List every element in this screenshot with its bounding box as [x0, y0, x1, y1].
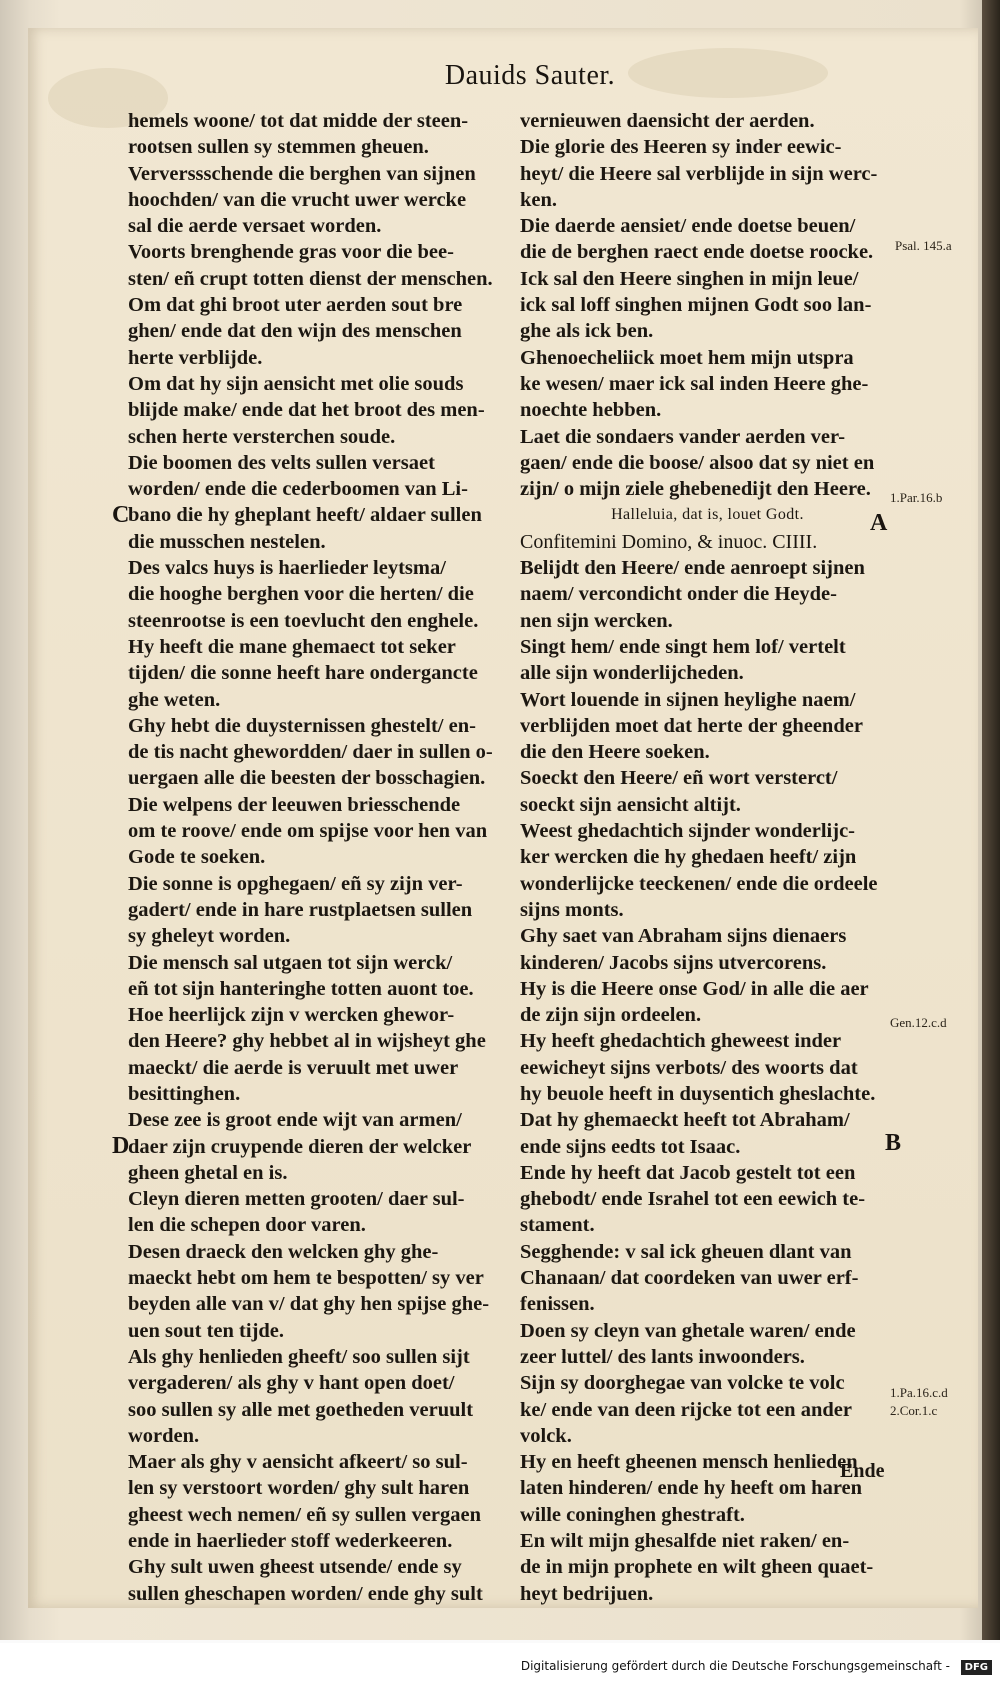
text-line: soeckt sijn aensicht altijt. — [520, 793, 741, 816]
running-head: Dauids Sauter. — [444, 60, 616, 91]
text-line: laten hinderen/ ende hy heeft om haren — [520, 1477, 863, 1500]
text-line: len die schepen door varen. — [128, 1214, 366, 1237]
text-line: de in mijn prophete en wilt gheen quaet- — [520, 1556, 874, 1579]
text-line: worden/ ende die cederboomen van Li- — [128, 478, 468, 501]
text-line: Ghy saet van Abraham sijns dienaers — [520, 925, 847, 948]
text-line: daer zijn cruypende dieren der welcker — [128, 1135, 472, 1158]
section-letter-c: C — [112, 502, 130, 528]
text-line: schen herte versterchen soude. — [128, 425, 396, 448]
margin-reference: Gen.12.c.d — [890, 1015, 947, 1030]
text-line: sijns monts. — [520, 898, 624, 921]
text-line: Hy is die Heere onse God/ in alle die aer — [520, 977, 869, 1000]
text-line: En wilt mijn ghesalfde niet raken/ en- — [520, 1530, 850, 1553]
footer-bar — [0, 1643, 1000, 1683]
text-line: uen sout ten tijde. — [128, 1319, 285, 1342]
text-line: Des valcs huys is haerlieder leytsma/ — [128, 557, 446, 580]
text-line: len sy verstoort worden/ ghy sult haren — [128, 1477, 470, 1500]
text-line: Segghende: v sal ick gheuen dlant van — [520, 1240, 852, 1263]
text-line: Hy en heeft gheenen mensch henlieden — [520, 1451, 858, 1474]
text-line: Ghy sult uwen gheest utsende/ ende sy — [128, 1556, 462, 1579]
text-line: ken. — [520, 188, 558, 211]
text-line: Chanaan/ dat coordeken van uwer erf- — [520, 1267, 859, 1290]
text-line: eñ tot sijn hanteringhe totten auont toe. — [128, 977, 474, 1000]
text-line: steenrootse is een toevlucht den enghele. — [128, 609, 479, 632]
section-letter-b: B — [885, 1130, 902, 1156]
text-line: sten/ eñ crupt totten dienst der menschen. — [128, 267, 493, 290]
margin-reference: 1.Par.16.b — [890, 490, 943, 505]
text-line: ghebodt/ ende Israhel tot een eewich te- — [520, 1188, 866, 1211]
footer-credit: Digitalisierung gefördert durch die Deutsche Forschungsgemeinschaft - — [520, 1659, 950, 1673]
text-line: rootsen sullen sy stemmen gheuen. — [128, 136, 429, 159]
text-line: den Heere? ghy hebbet al in wijsheyt ghe — [128, 1030, 486, 1053]
text-line: Die mensch sal utgaen tot sijn werck/ — [128, 951, 453, 974]
text-line: soo sullen sy alle met goetheden veruult — [128, 1398, 474, 1421]
text-line: besittinghen. — [128, 1082, 241, 1105]
psalm-closing-note: Halleluia, dat is, louet Godt. — [611, 506, 804, 524]
text-line: tijden/ die sonne heeft hare ondergancte — [128, 662, 478, 685]
page-edge — [982, 0, 1000, 1640]
margin-reference: 1.Pa.16.c.d — [890, 1385, 948, 1400]
text-line: volck. — [520, 1424, 572, 1447]
text-line: Ghy hebt die duysternissen ghestelt/ en- — [128, 714, 476, 737]
text-line: die de berghen raect ende doetse roocke. — [520, 241, 874, 264]
psalm-heading: Confitemini Domino, & inuoc. CIIII. — [520, 530, 818, 553]
text-line: Als ghy henlieden gheeft/ soo sullen sijt — [128, 1345, 470, 1368]
text-line: Ick sal den Heere singhen in mijn leue/ — [520, 267, 859, 290]
dfg-logo: DFG — [961, 1660, 992, 1675]
text-line: Sijn sy doorghegae van volcke te volc — [520, 1372, 845, 1395]
text-line: sal die aerde versaet worden. — [128, 215, 382, 238]
text-line: Die glorie des Heeren sy inder eewic- — [520, 136, 842, 159]
text-line: gheest wech nemen/ eñ sy sullen vergaen — [128, 1503, 482, 1526]
text-line: Ghenoecheliick moet hem mijn utspra — [520, 346, 854, 369]
text-line: Cleyn dieren metten grooten/ daer sul- — [128, 1188, 465, 1211]
text-line: vergaderen/ als ghy v hant open doet/ — [128, 1372, 455, 1395]
text-line: Maer als ghy v aensicht afkeert/ so sul- — [128, 1451, 468, 1474]
text-line: blijde make/ ende dat het broot des men- — [128, 399, 485, 422]
text-line: de tis nacht ghewordden/ daer in sullen o- — [128, 741, 493, 764]
text-line: gheen ghetal en is. — [128, 1161, 288, 1184]
text-line: stament. — [520, 1214, 595, 1237]
text-line: eewicheyt sijns verbots/ des woorts dat — [520, 1056, 858, 1079]
text-line: Die welpens der leeuwen briesschende — [128, 793, 461, 816]
text-line: Soeckt den Heere/ eñ wort versterct/ — [520, 767, 838, 790]
text-line: die hooghe berghen voor die herten/ die — [128, 583, 474, 606]
text-line: Die boomen des velts sullen versaet — [128, 451, 435, 474]
text-line: om te roove/ ende om spijse voor hen van — [128, 820, 488, 843]
text-line: de zijn sijn ordeelen. — [520, 1004, 702, 1027]
left-column — [128, 108, 498, 1607]
text-line: maeckt hebt om hem te bespotten/ sy ver — [128, 1267, 484, 1290]
text-line: Ververssschende die berghen van sijnen — [128, 162, 476, 185]
text-line: nen sijn wercken. — [520, 609, 673, 632]
text-line: gadert/ ende in hare rustplaetsen sullen — [128, 898, 473, 921]
text-line: Hy heeft ghedachtich gheweest inder — [520, 1030, 842, 1053]
text-line: uergaen alle die beesten der bosschagien. — [128, 767, 486, 790]
text-line: alle sijn wonderlijcheden. — [520, 662, 744, 685]
text-line: herte verblijde. — [128, 346, 263, 369]
text-line: zeer luttel/ des lants inwoonders. — [520, 1345, 805, 1368]
text-line: heyt/ die Heere sal verblijde in sijn werc- — [520, 162, 878, 185]
text-line: Die daerde aensiet/ ende doetse beuen/ — [520, 215, 856, 238]
text-line: ick sal loff singhen mijnen Godt soo lan- — [520, 294, 872, 317]
text-line: ghe weten. — [128, 688, 221, 711]
text-line: ende in haerlieder stoff wederkeeren. — [128, 1530, 453, 1553]
text-line: Desen draeck den welcken ghy ghe- — [128, 1240, 439, 1263]
text-line: fenissen. — [520, 1293, 595, 1316]
text-line: Dat hy ghemaeckt heeft tot Abraham/ — [520, 1109, 850, 1132]
text-line: Om dat hy sijn aensicht met olie souds — [128, 372, 464, 395]
text-line: Weest ghedachtich sijnder wonderlijc- — [520, 820, 855, 843]
text-line: ke/ ende van deen rijcke tot een ander — [520, 1398, 852, 1421]
text-line: die den Heere soeken. — [520, 741, 710, 764]
catchword: Ende — [840, 1460, 885, 1482]
text-line: ke wesen/ maer ick sal inden Heere ghe- — [520, 372, 869, 395]
text-line: wille coninghen ghestraft. — [520, 1503, 745, 1526]
text-line: hy beuole heeft in duysentich gheslachte. — [520, 1082, 876, 1105]
text-line: Ende hy heeft dat Jacob gestelt tot een — [520, 1161, 856, 1184]
text-line: Gode te soeken. — [128, 846, 266, 869]
text-line: maeckt/ die aerde is veruult met uwer — [128, 1056, 459, 1079]
text-line: noechte hebben. — [520, 399, 662, 422]
text-line: sy gheleyt worden. — [128, 925, 291, 948]
text-line: ghe als ick ben. — [520, 320, 654, 343]
right-column — [520, 108, 895, 1607]
text-line: worden. — [128, 1424, 200, 1447]
text-line: verblijden moet dat herte der gheender — [520, 714, 863, 737]
text-line: Hy heeft die mane ghemaect tot seker — [128, 635, 456, 658]
text-line: die musschen nestelen. — [128, 530, 326, 553]
text-line: heyt bedrijuen. — [520, 1582, 654, 1605]
section-letter-d: D — [112, 1133, 130, 1159]
text-line: ende sijns eedts tot Isaac. — [520, 1135, 741, 1158]
text-line: zijn/ o mijn ziele ghebenedijt den Heere. — [520, 478, 871, 501]
text-line: Hoe heerlijck zijn v wercken ghewor- — [128, 1004, 455, 1027]
text-line: Om dat ghi broot uter aerden sout bre — [128, 294, 463, 317]
margin-reference: 2.Cor.1.c — [890, 1403, 938, 1418]
text-line: kinderen/ Jacobs sijns utvercorens. — [520, 951, 827, 974]
text-line: hoochden/ van die vrucht uwer wercke — [128, 188, 467, 211]
text-line: hemels woone/ tot dat midde der steen- — [128, 110, 469, 132]
margin-reference: Psal. 145.a — [895, 238, 952, 253]
text-line: Singt hem/ ende singt hem lof/ vertelt — [520, 635, 846, 658]
psalm-first-line: Belijdt den Heere/ ende aenroept sijnen — [520, 557, 865, 580]
text-line: beyden alle van v/ dat ghy hen spijse ghe- — [128, 1293, 490, 1316]
text-line: Voorts brenghende gras voor die bee- — [128, 241, 454, 264]
text-line: Doen sy cleyn van ghetale waren/ ende — [520, 1319, 856, 1342]
text-line: Die sonne is opghegaen/ eñ sy zijn ver- — [128, 872, 463, 895]
text-line: Wort louende in sijnen heylighe naem/ — [520, 688, 856, 711]
text-line: wonderlijcke teeckenen/ ende die ordeele — [520, 872, 878, 895]
text-line: naem/ vercondicht onder die Heyde- — [520, 583, 837, 606]
text-line: Laet die sondaers vander aerden ver- — [520, 425, 846, 448]
text-line: vernieuwen daensicht der aerden. — [520, 110, 815, 132]
text-line: bano die hy gheplant heeft/ aldaer sullen — [128, 504, 482, 527]
text-line: gaen/ ende die boose/ alsoo dat sy niet en — [520, 451, 875, 474]
text-line: Dese zee is groot ende wijt van armen/ — [128, 1109, 462, 1132]
section-letter-a: A — [870, 510, 888, 536]
text-line: ghen/ ende dat den wijn des menschen — [128, 320, 462, 343]
text-line: sullen gheschapen worden/ ende ghy sult — [128, 1582, 483, 1605]
text-line: ker wercken die hy ghedaen heeft/ zijn — [520, 846, 857, 869]
